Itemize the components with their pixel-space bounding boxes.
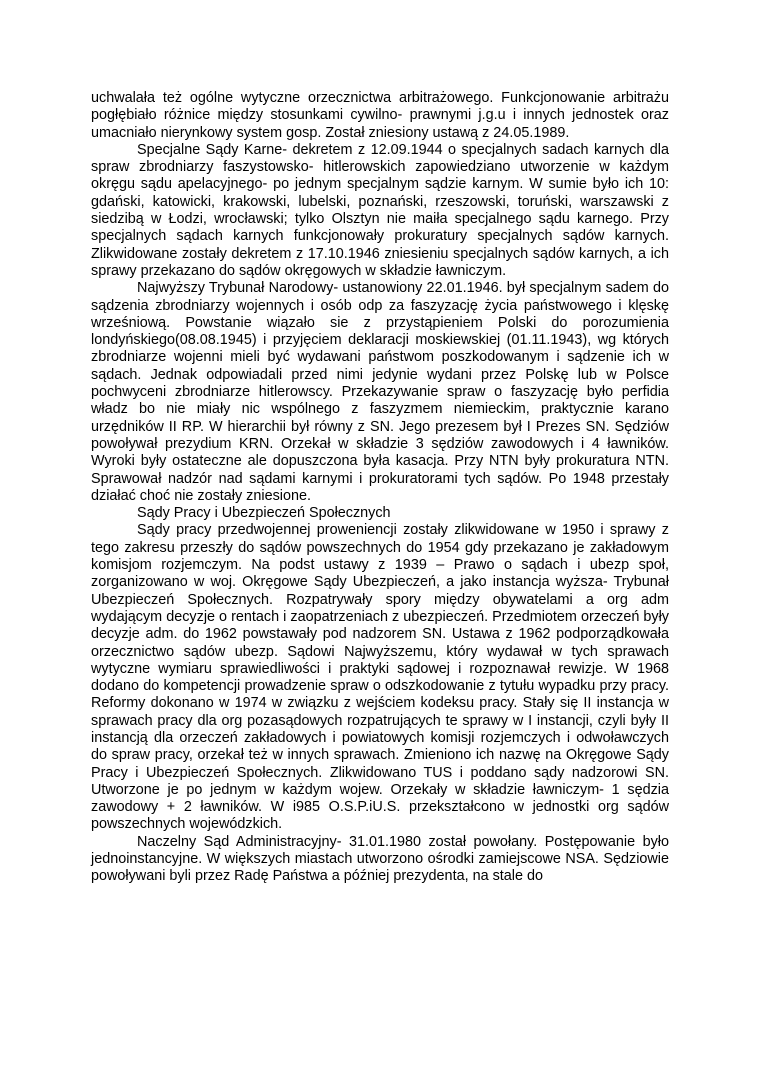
document-page bbox=[91, 90, 669, 886]
paragraph-supreme-administrative-court: Naczelny Sąd Administracyjny- 31.01.1980 został powołany. Postępowanie było jednoinstancyjne. W większych miastach utworzono ośrodki zamiejscowe NSA. Sędziowie powoływani byli przez Radę Państwa a później prezydenta, na stale do bbox=[91, 833, 669, 885]
paragraph-labour-courts: Sądy pracy przedwojennej proweniencji zostały zlikwidowane w 1950 i sprawy z tego zakresu przeszły do sądów powszechnych do 1954 gdy przekazano je zakładowym komisjom rozjemczym. Na podst ustawy z 1939 – Prawo o sądach i ubezp społ, zorganizowano w woj. Okręgowe Sądy Ubezpieczeń, a jako instancja wyższa- Trybunał Ubezpieczeń Społecznych. Rozpatrywały spory między obywatelami a org adm wydającym decyzje o rentach i zaopatrzeniach z ubezpieczeń. Przedmiotem orzeczeń były decyzje adm. do 1962 powstawały pod nadzorem SN. Ustawa z 1962 podporządkowała orzecznictwo sądów ubezp. Sądowi Najwyższemu, który wydawał w tych sprawach wytyczne wymiaru sprawiedliwości i praktyki sądowej i rozpoznawał rewizje. W 1968 dodano do kompetencji prowadzenie spraw o odszkodowanie z tytułu wypadku przy pracy. Reformy dokonano w 1974 w związku z wejściem kodeksu pracy. Stały się II instancja w sprawach pracy dla org pozasądowych rozpatrujących te sprawy w I instancji, czyli były II instancją dla orzeczeń zakładowych i powiatowych komisji rozjemczych i odwoławczych do spraw pracy, orzekał też w innych sprawach. Zmieniono ich nazwę na Okręgowe Sądy Pracy i Ubezpieczeń Społecznych. Zlikwidowano TUS i poddano sądy nadzorowi SN. Utworzone je po jednym w każdym wojew. Orzekały w składzie ławniczym- 1 sędzia zawodowy + 2 ławników. W i985 O.S.P.iU.S. przekształcono w jednostki org sądów powszechnych wojewódzkich. bbox=[91, 522, 669, 833]
paragraph-special-criminal-courts: Specjalne Sądy Karne- dekretem z 12.09.1944 o specjalnych sadach karnych dla spraw zbrodniarzy faszystowsko- hitlerowskich zapowiedziano utworzenie w każdym okręgu sądu apelacyjnego- po jednym specjalnym sądzie karnym. W sumie było ich 10: gdański, katowicki, krakowski, lubelski, poznański, rzeszowski, toruński, warszawski z siedzibą w Łodzi, wrocławski; tylko Olsztyn nie maiła specjalnego sądu karnego. Przy specjalnych sądach karnych funkcjonowały prokuratury specjalnych sądów karnych. Zlikwidowane zostały dekretem z 17.10.1946 zniesieniu specjalnych sądów karnych, a ich sprawy przekazano do sądów okręgowych w składzie ławniczym. bbox=[91, 141, 669, 279]
section-heading-labour-courts: Sądy Pracy i Ubezpieczeń Społecznych bbox=[137, 505, 391, 522]
paragraph-supreme-national-tribunal: Najwyższy Trybunał Narodowy- ustanowiony 22.01.1946. był specjalnym sadem do sądzenia zbrodniarzy wojennych i osób odp za faszyzację życia państwowego i klęskę wrześniową. Powstanie wiązało sie z przystąpieniem Polski do porozumienia londyńskiego(08.08.1945) i przyjęciem deklaracji moskiewskiej (01.11.1943), wg których zbrodniarze wojenni mieli być wydawani państwom poszkodowanym i sądzenie ich w sądach. Jednak odpowiadali przed nimi jedynie wydani przez Polskę lub w Polsce pochwyceni zbrodniarze hitlerowscy. Przekazywanie spraw o faszyzację było perfidia władz bo nie miały nic wspólnego z faszyzmem niemieckim, praktycznie karano urzędników II RP. W hierarchii był równy z SN. Jego prezesem był I Prezes SN. Sędziów powoływał prezydium KRN. Orzekał w składzie 3 sędziów zawodowych i 4 ławników. Wyroki były ostateczne ale dopuszczona była kasacja. Przy NTN były prokuratura NTN. Sprawował nadzór nad sądami karnymi i prokuratorami tych sądów. Po 1948 przestały działać choć nie zostały zniesione. bbox=[91, 280, 669, 504]
paragraph-arbitration: uchwalała też ogólne wytyczne orzecznictwa arbitrażowego. Funkcjonowanie arbitrażu pogłębiało różnice między stosunkami cywilno- prawnymi j.g.u i innych jednostek oraz umacniało nierynkowy system gosp. Został zniesiony ustawą z 24.05.1989. bbox=[91, 90, 669, 141]
